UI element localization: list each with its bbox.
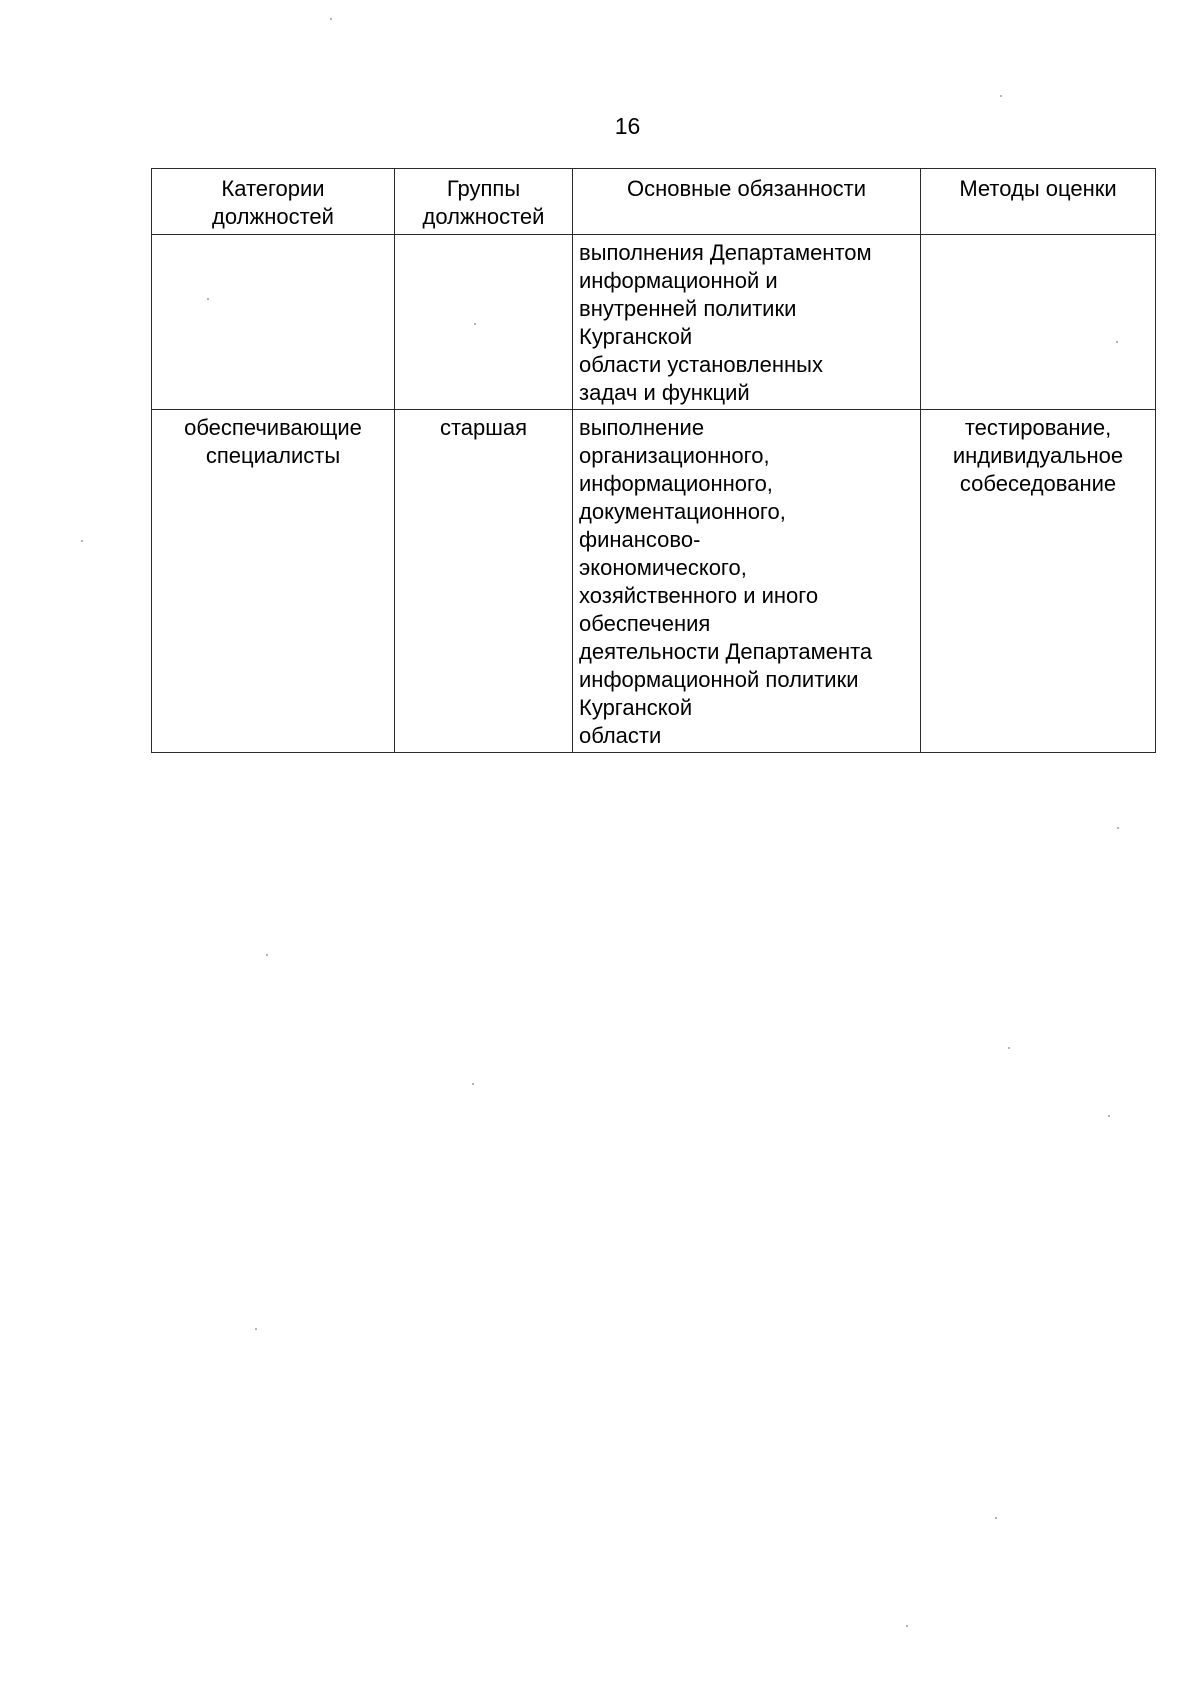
duties-table bbox=[151, 168, 1156, 753]
table-row bbox=[152, 235, 1156, 410]
scan-speck bbox=[1108, 1115, 1110, 1117]
cell-methods bbox=[921, 235, 1156, 410]
scan-speck bbox=[266, 954, 268, 956]
table-header-row bbox=[152, 169, 1156, 235]
cell-category bbox=[152, 235, 395, 410]
header-position-categories: Категории должностей bbox=[152, 169, 395, 235]
cell-group bbox=[395, 235, 573, 410]
scan-speck bbox=[1116, 341, 1118, 343]
scan-speck bbox=[1000, 95, 1002, 97]
scan-speck bbox=[255, 1328, 257, 1330]
scan-speck bbox=[1008, 1047, 1010, 1049]
cell-duties: выполнения Департаментом информационной и внутренней политики Курганской области установленных задач и функций bbox=[573, 235, 921, 410]
cell-duties: выполнение организационного, информационного, документационного, финансово- экономического, хозяйственного и иного обеспечения деятельности Департамента информационной политики Курганской области bbox=[573, 410, 921, 753]
scan-speck bbox=[207, 298, 209, 300]
scan-speck bbox=[474, 323, 476, 325]
scan-speck bbox=[81, 540, 83, 542]
table-row bbox=[152, 410, 1156, 753]
header-evaluation-methods: Методы оценки bbox=[921, 169, 1156, 235]
cell-group: старшая bbox=[395, 410, 573, 753]
header-position-groups: Группы должностей bbox=[395, 169, 573, 235]
header-main-duties: Основные обязанности bbox=[573, 169, 921, 235]
scan-speck bbox=[995, 1517, 997, 1519]
page-number: 16 bbox=[614, 113, 641, 139]
scan-speck bbox=[472, 1083, 474, 1085]
scan-speck bbox=[906, 1625, 908, 1627]
cell-category: обеспечивающие специалисты bbox=[152, 410, 395, 753]
cell-methods: тестирование, индивидуальное собеседование bbox=[921, 410, 1156, 753]
scan-speck bbox=[1117, 827, 1119, 829]
scan-speck bbox=[330, 18, 332, 20]
